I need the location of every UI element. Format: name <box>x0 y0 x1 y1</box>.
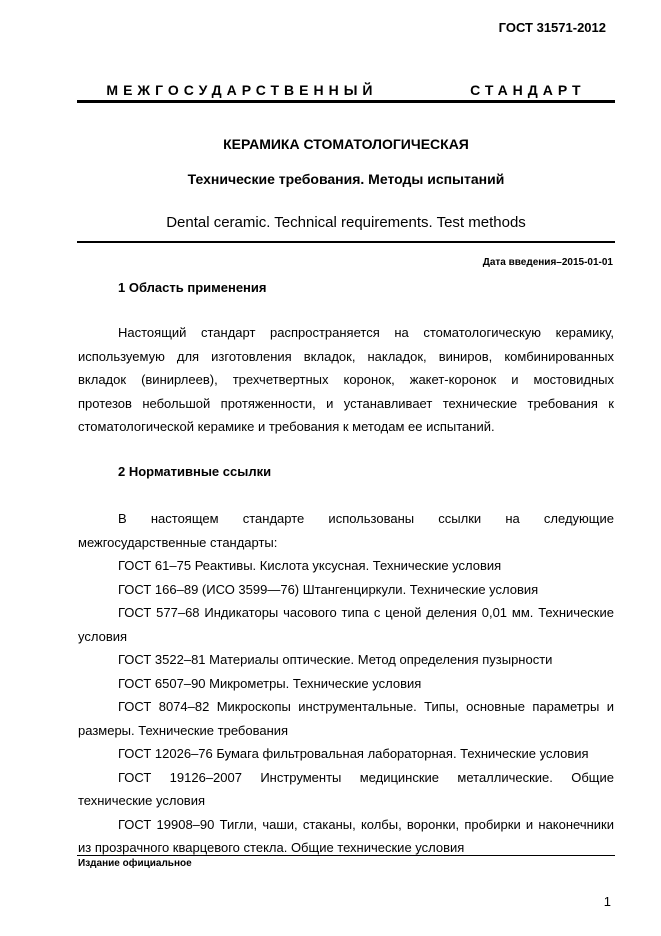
text-line: вкладок (винирлеев), трехчетвертных коронок, жакет-коронок и мостовидных <box>78 372 614 387</box>
footer-rule <box>77 855 615 856</box>
section-1-text <box>78 321 614 439</box>
text-line: межгосударственные стандарты: <box>78 534 278 550</box>
title-rule <box>77 241 615 243</box>
edition-label: Издание официальное <box>78 858 192 869</box>
reference-item: ГОСТ 61–75 Реактивы. Кислота уксусная. Технические условия <box>118 558 502 573</box>
document-code: ГОСТ 31571-2012 <box>498 20 606 35</box>
reference-item: ГОСТ 166–89 (ИСО 3599—76) Штангенциркули. Технические условия <box>118 581 539 597</box>
standard-banner: МЕЖГОСУДАРСТВЕННЫЙ СТАНДАРТ <box>106 82 586 98</box>
section-2-heading: 2 Нормативные ссылки <box>118 464 272 479</box>
introduction-date: Дата введения–2015-01-01 <box>482 257 613 268</box>
reference-item: ГОСТ 8074–82 Микроскопы инструментальные. Типы, основные параметры и <box>118 699 614 714</box>
page-number: 1 <box>603 894 611 909</box>
reference-item: ГОСТ 3522–81 Материалы оптические. Метод определения пузырности <box>118 652 553 667</box>
subtitle-russian: Технические требования. Методы испытаний <box>187 171 505 187</box>
text-line: протезов небольшой протяженности, и устанавливает технические требования к <box>78 395 614 411</box>
reference-item-cont: размеры. Технические требования <box>78 722 289 738</box>
title-english: Dental ceramic. Technical requirements. Test methods <box>166 214 526 231</box>
reference-item: ГОСТ 6507–90 Микрометры. Технические условия <box>118 675 422 691</box>
reference-item-cont: условия <box>78 628 128 644</box>
section-2-text <box>78 507 614 860</box>
title-russian: КЕРАМИКА СТОМАТОЛОГИЧЕСКАЯ <box>223 136 469 152</box>
section-1-heading: 1 Область применения <box>118 280 267 295</box>
reference-item: ГОСТ 19126–2007 Инструменты медицинские металлические. Общие <box>118 769 614 785</box>
reference-item-cont: из прозрачного кварцевого стекла. Общие технические условия <box>78 840 465 855</box>
text-line: используемую для изготовления вкладок, накладок, виниров, комбинированных <box>78 348 614 364</box>
text-line: стоматологической керамике и требования к методам ее испытаний. <box>78 419 495 434</box>
reference-item: ГОСТ 577–68 Индикаторы часового типа с ценой деления 0,01 мм. Технические <box>118 605 614 620</box>
reference-item: ГОСТ 12026–76 Бумага фильтровальная лабораторная. Технические условия <box>118 746 589 761</box>
text-line: В настоящем стандарте использованы ссылки на следующие <box>118 511 614 526</box>
text-line: Настоящий стандарт распространяется на стоматологическую керамику, <box>118 325 614 340</box>
reference-item-cont: технические условия <box>78 793 206 808</box>
banner-rule <box>77 100 615 103</box>
reference-item: ГОСТ 19908–90 Тигли, чаши, стаканы, колбы, воронки, пробирки и наконечники <box>118 816 614 832</box>
